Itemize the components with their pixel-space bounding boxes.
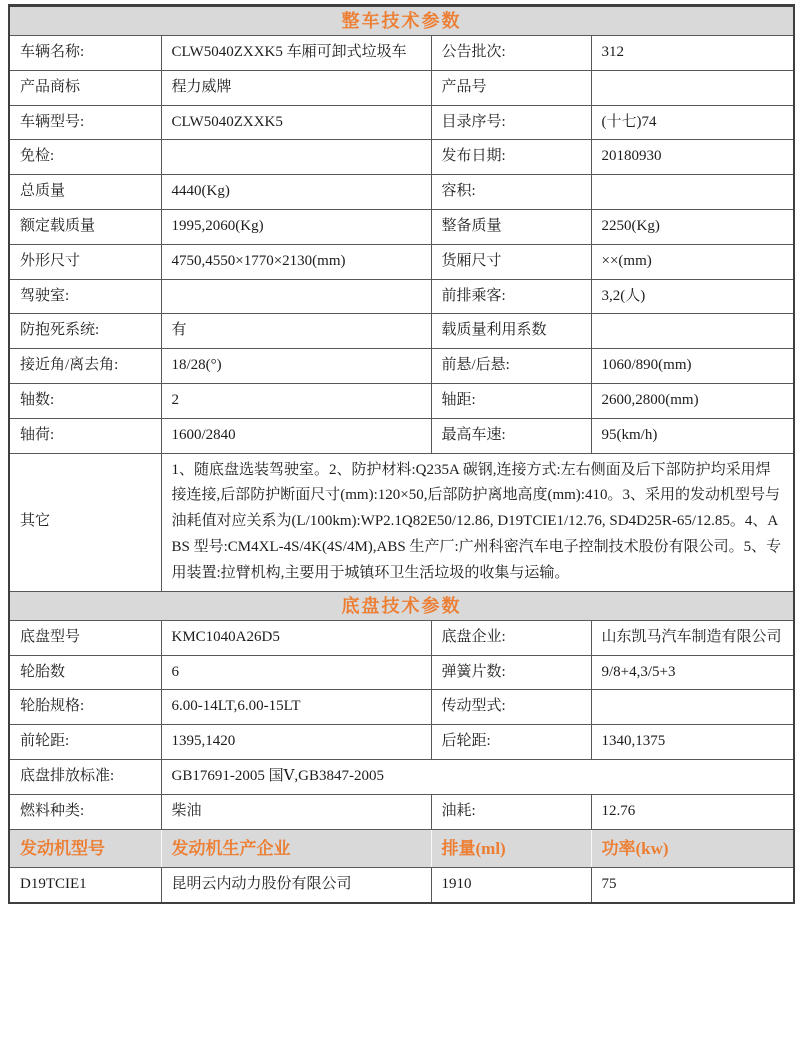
spec-value: 3,2(人) xyxy=(591,279,794,314)
spec-label: 免检: xyxy=(9,140,161,175)
spec-row xyxy=(9,314,794,349)
spec-row xyxy=(9,453,794,591)
spec-label: 后轮距: xyxy=(431,725,591,760)
spec-label: 底盘型号 xyxy=(9,620,161,655)
spec-row xyxy=(9,794,794,829)
spec-value: 1395,1420 xyxy=(161,725,431,760)
spec-table xyxy=(8,4,795,904)
section-title: 整车技术参数 xyxy=(9,6,794,36)
section-title: 底盘技术参数 xyxy=(9,591,794,620)
spec-row xyxy=(9,725,794,760)
spec-label: 驾驶室: xyxy=(9,279,161,314)
spec-value xyxy=(591,690,794,725)
spec-label: 产品商标 xyxy=(9,70,161,105)
spec-value: 昆明云内动力股份有限公司 xyxy=(161,867,431,902)
spec-row xyxy=(9,279,794,314)
spec-row xyxy=(9,140,794,175)
spec-label: 弹簧片数: xyxy=(431,655,591,690)
spec-value: GB17691-2005 国Ⅴ,GB3847-2005 xyxy=(161,759,794,794)
spec-label: 轴荷: xyxy=(9,418,161,453)
spec-label: 总质量 xyxy=(9,175,161,210)
spec-label: 车辆名称: xyxy=(9,36,161,71)
spec-row xyxy=(9,36,794,71)
spec-value: 75 xyxy=(591,867,794,902)
spec-row xyxy=(9,349,794,384)
spec-value: 2 xyxy=(161,384,431,419)
spec-value: 20180930 xyxy=(591,140,794,175)
spec-value xyxy=(591,70,794,105)
spec-value: 1995,2060(Kg) xyxy=(161,210,431,245)
spec-label: 整备质量 xyxy=(431,210,591,245)
spec-row xyxy=(9,759,794,794)
spec-label: 前悬/后悬: xyxy=(431,349,591,384)
spec-label: 产品号 xyxy=(431,70,591,105)
engine-col-header: 发动机生产企业 xyxy=(161,829,431,867)
spec-value: ××(mm) xyxy=(591,244,794,279)
spec-label: 轮胎规格: xyxy=(9,690,161,725)
spec-row xyxy=(9,690,794,725)
spec-label: 传动型式: xyxy=(431,690,591,725)
spec-value: 2600,2800(mm) xyxy=(591,384,794,419)
spec-value: 1910 xyxy=(431,867,591,902)
spec-label: 轮胎数 xyxy=(9,655,161,690)
spec-row xyxy=(9,175,794,210)
spec-label: 前排乘客: xyxy=(431,279,591,314)
engine-col-header: 功率(kw) xyxy=(591,829,794,867)
spec-value: 程力威牌 xyxy=(161,70,431,105)
spec-label: 载质量利用系数 xyxy=(431,314,591,349)
spec-value: 6.00-14LT,6.00-15LT xyxy=(161,690,431,725)
spec-value: 18/28(°) xyxy=(161,349,431,384)
spec-value: 有 xyxy=(161,314,431,349)
spec-row xyxy=(9,620,794,655)
spec-label: 轴数: xyxy=(9,384,161,419)
spec-value xyxy=(591,175,794,210)
spec-value: 1600/2840 xyxy=(161,418,431,453)
spec-label: 容积: xyxy=(431,175,591,210)
spec-value: 9/8+4,3/5+3 xyxy=(591,655,794,690)
spec-label: 防抱死系统: xyxy=(9,314,161,349)
spec-label: 目录序号: xyxy=(431,105,591,140)
engine-data-row xyxy=(9,867,794,902)
spec-label: 最高车速: xyxy=(431,418,591,453)
engine-header-row xyxy=(9,829,794,867)
spec-label: 额定载质量 xyxy=(9,210,161,245)
engine-col-header: 发动机型号 xyxy=(9,829,161,867)
spec-value: 1060/890(mm) xyxy=(591,349,794,384)
spec-value: 1340,1375 xyxy=(591,725,794,760)
spec-value: 312 xyxy=(591,36,794,71)
spec-row xyxy=(9,105,794,140)
spec-value: KMC1040A26D5 xyxy=(161,620,431,655)
spec-value: 2250(Kg) xyxy=(591,210,794,245)
spec-value: (十七)74 xyxy=(591,105,794,140)
spec-label: 轴距: xyxy=(431,384,591,419)
spec-value: 12.76 xyxy=(591,794,794,829)
spec-value: 95(km/h) xyxy=(591,418,794,453)
spec-table-body xyxy=(9,6,794,903)
spec-label: 发布日期: xyxy=(431,140,591,175)
spec-value: CLW5040ZXXK5 车厢可卸式垃圾车 xyxy=(161,36,431,71)
spec-value: 1、随底盘选装驾驶室。2、防护材料:Q235A 碳钢,连接方式:左右侧面及后下部防护均采用焊接连接,后部防护断面尺寸(mm):120×50,后部防护离地高度(mm):410。3、采用的发动机型号与油耗值对应关系为(L/100km):WP2.1Q82E50/12.86, D19TCIE1/12.76, SD4D25R-65/12.85。4、ABS 型号:CM4XL-4S/4K(4S/4M),ABS 生产厂:广州科密汽车电子控制技术股份有限公司。5、专用装置:拉臂机构,主要用于城镇环卫生活垃圾的收集与运输。 xyxy=(161,453,794,591)
spec-label: 公告批次: xyxy=(431,36,591,71)
spec-value: 山东凯马汽车制造有限公司 xyxy=(591,620,794,655)
spec-label: 底盘企业: xyxy=(431,620,591,655)
spec-row xyxy=(9,655,794,690)
spec-label: 接近角/离去角: xyxy=(9,349,161,384)
spec-value: 4440(Kg) xyxy=(161,175,431,210)
spec-label: 货厢尺寸 xyxy=(431,244,591,279)
spec-value: CLW5040ZXXK5 xyxy=(161,105,431,140)
spec-row xyxy=(9,70,794,105)
spec-value xyxy=(161,140,431,175)
spec-row xyxy=(9,384,794,419)
spec-label: 其它 xyxy=(9,453,161,591)
spec-value: D19TCIE1 xyxy=(9,867,161,902)
spec-value xyxy=(591,314,794,349)
spec-value: 6 xyxy=(161,655,431,690)
spec-label: 底盘排放标准: xyxy=(9,759,161,794)
section-header-row xyxy=(9,591,794,620)
spec-label: 燃料种类: xyxy=(9,794,161,829)
spec-label: 前轮距: xyxy=(9,725,161,760)
spec-value: 4750,4550×1770×2130(mm) xyxy=(161,244,431,279)
spec-row xyxy=(9,244,794,279)
spec-value: 柴油 xyxy=(161,794,431,829)
engine-col-header: 排量(ml) xyxy=(431,829,591,867)
spec-label: 外形尺寸 xyxy=(9,244,161,279)
spec-label: 油耗: xyxy=(431,794,591,829)
spec-label: 车辆型号: xyxy=(9,105,161,140)
section-header-row xyxy=(9,6,794,36)
spec-value xyxy=(161,279,431,314)
spec-row xyxy=(9,418,794,453)
spec-row xyxy=(9,210,794,245)
